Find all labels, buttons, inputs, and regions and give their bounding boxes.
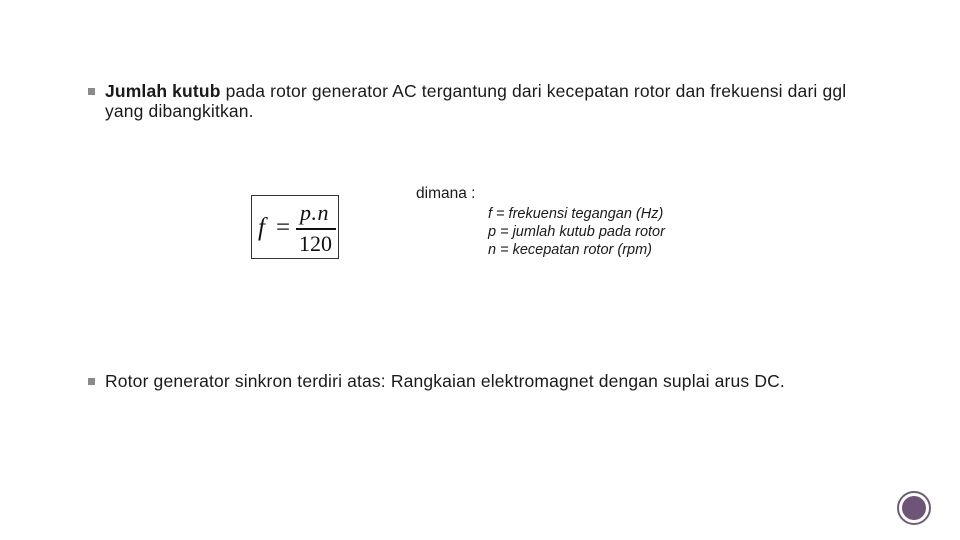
square-bullet-icon (88, 378, 95, 385)
fraction-bar (296, 228, 336, 230)
formula-numerator: p.n (300, 200, 329, 225)
bullet-bold-lead: Jumlah kutub (105, 81, 221, 101)
square-bullet-icon (88, 88, 95, 95)
bullet-item-rotor (88, 371, 888, 391)
formula-denominator: 120 (299, 231, 332, 256)
definition-n: n = kecepatan rotor (rpm) (488, 242, 653, 258)
page-number-badge (897, 491, 931, 525)
bullet-text (105, 81, 888, 121)
frequency-formula (251, 195, 339, 259)
definition-p: p = jumlah kutub pada rotor (488, 224, 665, 240)
where-label: dimana : (416, 185, 476, 202)
formula-equals: = (276, 214, 291, 241)
bullet-body: Rotor generator sinkron terdiri atas: Rangkaian elektromagnet dengan suplai arus DC. (105, 371, 785, 391)
badge-circle-icon (902, 496, 926, 520)
formula-lhs: f (258, 214, 265, 241)
variable-definitions (488, 205, 665, 259)
definition-f: f = frekuensi tegangan (Hz) (488, 206, 664, 222)
bullet-body: pada rotor generator AC tergantung dari kecepatan rotor dan frekuensi dari ggl yang dibangkitkan. (105, 81, 847, 121)
bullet-item-pole-count (88, 81, 888, 121)
bullet-text (105, 371, 785, 391)
